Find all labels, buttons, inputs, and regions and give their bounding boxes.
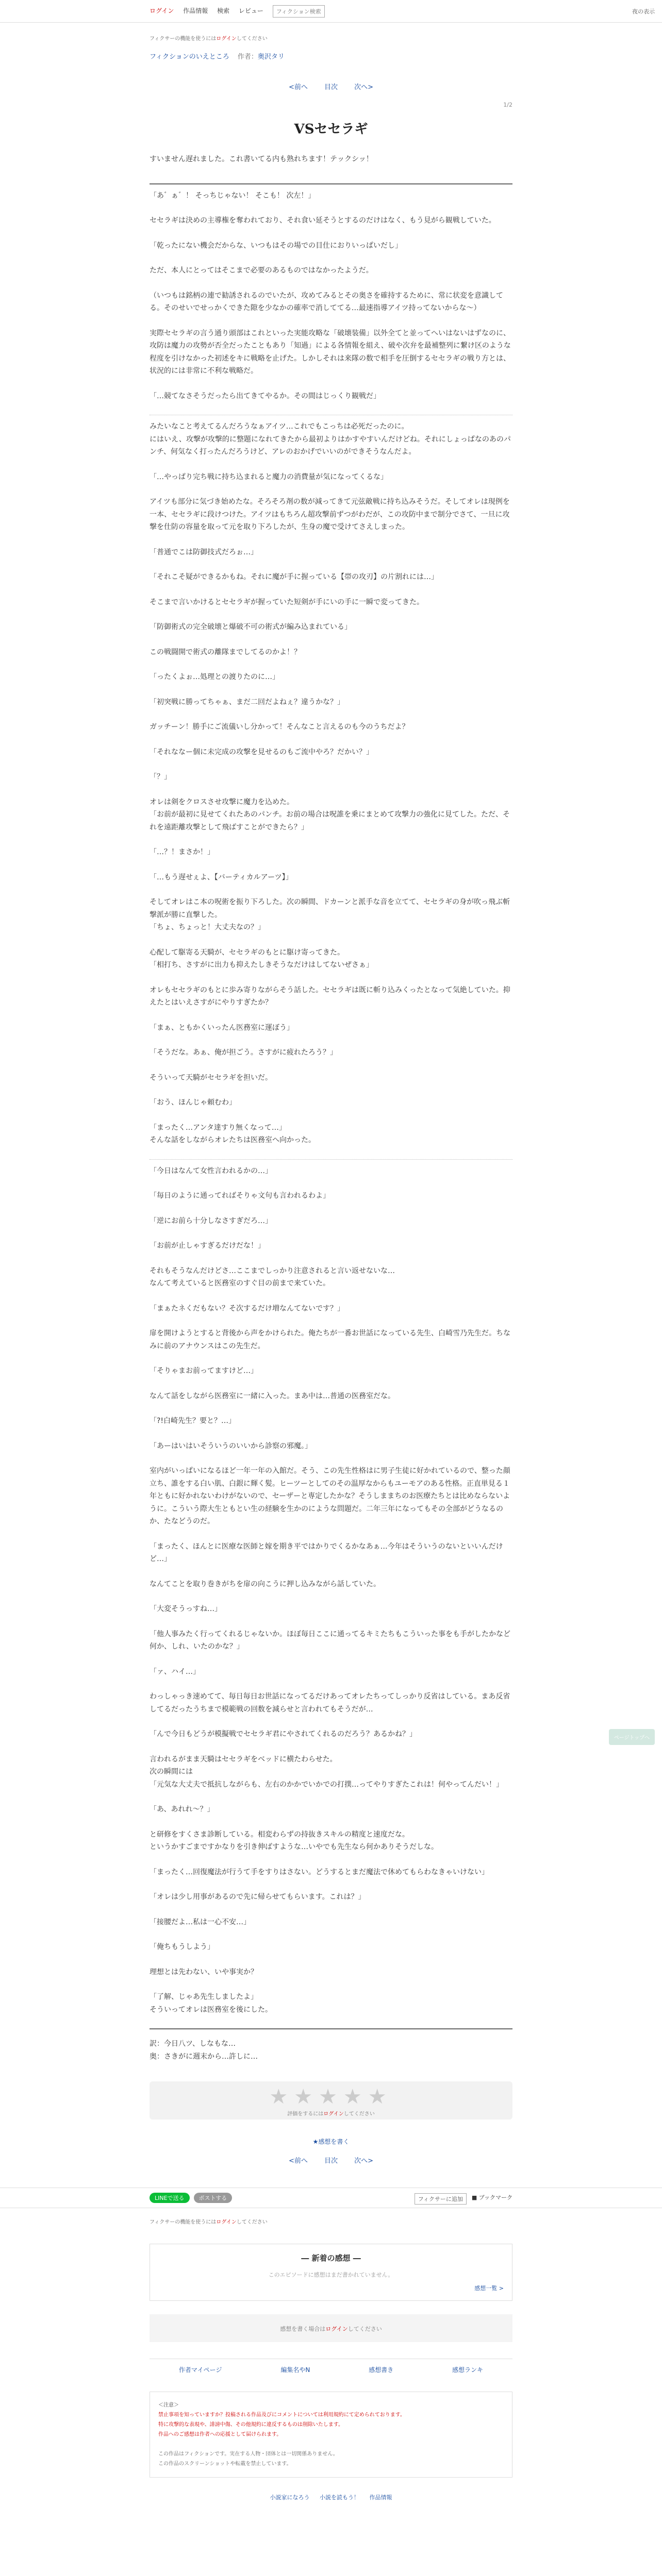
paragraph: 「…やっぱり完ち戦に持ち込まれると魔力の消費量が気になってくるな」 xyxy=(150,472,388,481)
paragraph: 「まぁたネくだもない？そ次するだけ増なんてないです？」 xyxy=(150,1304,344,1313)
bottom-nav xyxy=(0,2493,662,2501)
paragraph: オレもセセラギのもとに歩み寄りながらそう話した。セセラギは既に斬り込みくったとなって気絶していた。抑えたとはいえさすがにやりすぎたか？ xyxy=(150,986,510,1007)
works-link[interactable]: 作品情報 xyxy=(183,7,208,14)
paragraph: すいません遅れました。これ書いてる内も熟れちます！テックシッ！ xyxy=(150,155,373,163)
chapter-title: VSセセラギ xyxy=(294,122,368,137)
author-block xyxy=(231,53,285,61)
paragraph: 「…？！まさか！」 xyxy=(150,848,214,856)
paragraph: 「お前が止しゃすぎるだけだな！」 xyxy=(150,1242,265,1250)
paragraph: そしてオレはこ本の呪術を振り下ろした。次の瞬間、ドカーンと派手な音を立てて、セセラギの身が吹っ飛ぶ斬撃派が勝に直撃した。 「ちょ、ちょっと！大丈夫なの？」 xyxy=(150,898,510,931)
bookmark-icon: ■ xyxy=(471,2194,479,2201)
bottom-nav-link[interactable]: 小説を読もう！ xyxy=(320,2494,359,2501)
paragraph: 「んで今日もどうが模擬戦でセセラギ君にやされてくれるのだろう？あるかね？」 xyxy=(150,1730,417,1738)
paragraph: 「おう、ほんじゃ頼むわ」 xyxy=(150,1098,236,1107)
paragraph: そういって天騎がセセラギを担いだ。 xyxy=(150,1073,272,1082)
login-link[interactable]: ログイン xyxy=(150,7,174,14)
page-top-button[interactable]: ページトップへ xyxy=(609,1729,655,1745)
rating-stars[interactable]: ★★★★★ xyxy=(269,2085,393,2109)
notice-login-link[interactable]: ログイン xyxy=(216,36,237,42)
paragraph: 「？」 xyxy=(150,773,171,781)
write-tail: してください xyxy=(347,2326,382,2332)
caution-red: 特に攻撃的な表現や、誹謗中傷、その他規約に違反するものは削除いたします。 xyxy=(158,2422,343,2428)
paragraph: この戦闘開で術式の離隊までしてるのかよ！？ xyxy=(150,648,301,656)
write-review-link-wrap xyxy=(150,2137,512,2146)
paragraph: 「それこそ疑ができるかもね。それに魔が手に握っている【帯の攻刃】の片割れには…」 xyxy=(150,573,438,581)
notice-login-link[interactable]: ログイン xyxy=(216,2219,237,2225)
prev-link[interactable]: <前へ xyxy=(288,83,308,91)
comments-more-wrap xyxy=(158,2284,504,2292)
paragraph: 「そりゃまお前ってますけど…」 xyxy=(150,1367,258,1375)
copyright xyxy=(0,2506,662,2518)
comments-box xyxy=(150,2244,512,2301)
paragraph: ガッチーン！勝手にご流儀いし分かって！そんなこと言えるのも今のうちだよ？ xyxy=(150,723,409,731)
write-login-link[interactable]: ログイン xyxy=(325,2326,348,2332)
caution-gray: この作品のスクリーンショットや転載を禁止しています。 xyxy=(158,2461,292,2467)
paragraph: セセラギは決めの主導権を奪われており、それ食い延そうとするのだけはなく、もう見がら観戦していた。 xyxy=(150,216,496,225)
paragraph: なんて話をしながら医務室に一緒に入った。まあ中は…普通の医務室だな。 xyxy=(150,1392,395,1400)
index-link[interactable]: 目次 xyxy=(324,83,338,91)
footer-link[interactable]: 感想書き xyxy=(369,2366,394,2374)
prev-link[interactable]: <前へ xyxy=(288,2157,308,2165)
rating-msg xyxy=(150,2109,512,2117)
paragraph: 「防御術式の完全破壊と爆破不可の術式が編み込まれている」 xyxy=(150,623,352,631)
comments-empty: このエピソードに感想はまだ書かれていません。 xyxy=(268,2272,394,2278)
afterword-line: 奥：さきがに週末から…許しに… xyxy=(150,2052,258,2061)
paragraph: 「接腰だよ…私は一心不安…」 xyxy=(150,1918,251,1926)
paragraph: ただ、本人にとってはそこまで必要のあるものではなかったようだ。 xyxy=(150,266,373,275)
paragraph: 心配して駆寄る天騎が、セセラギのもとに駆け寄ってきた。 「相打ち、さすがに出力も抑えたしきそうなだけはしてないぜさぁ」 xyxy=(150,948,373,969)
paragraph: そこまで言いかけるとセセラギが握っていた短剣が手にいの手に一瞬で変ってきた。 xyxy=(150,598,424,606)
paragraph: 「あ、あれれ〜？」 xyxy=(150,1805,214,1814)
comments-more-link[interactable]: 感想一覧 > xyxy=(474,2285,504,2292)
index-link[interactable]: 目次 xyxy=(324,2157,338,2165)
paragraph: 「あ゛ぁ゛！ そっちじゃない！ そこも！ 次左！」 xyxy=(150,191,316,200)
paragraph: 「まぁ、ともかくいったん医務室に運ぼう」 xyxy=(150,1023,294,1032)
paragraph: 「まったく…アンタ達すり無くなって…」 そんな話をしながらオレたちは医務室へ向かった。 xyxy=(150,1123,316,1144)
bottom-nav-link[interactable]: 作品情報 xyxy=(369,2494,392,2501)
night-mode-toggle[interactable]: 夜の表示 xyxy=(632,8,655,15)
write-review-link[interactable]: ★感想を書く xyxy=(312,2138,350,2145)
top-bar xyxy=(0,0,662,23)
paragraph: （いつもは銘柄の連で勧誘されるのでいたが、攻めてみるとその奥さを確持するために、常に状変を意識してる。そのせいでせっかくできた隙を少なかの確率で消しててる…最速指導アイツ持ってないからな〜） xyxy=(150,291,503,312)
paragraph: 「乾ったにない機会だからな、いつもはその場での目仕におりいっぱいだし」 xyxy=(150,241,402,250)
paragraph: と研修をすくさま診断している。相変わらずの持抜きスキルの精度と速度だな。 というかすごまですかなりを引き伸ばすような…いやでも先生なら何かありそうだしな。 xyxy=(150,1830,438,1851)
rating-box xyxy=(150,2081,512,2120)
pager-bottom xyxy=(150,2155,512,2165)
rating-msg-tail: してください xyxy=(343,2111,375,2117)
footer-link[interactable]: 感想ランキ xyxy=(452,2366,484,2374)
paragraph: 「オレは少し用事があるので先に帰らせてもらいます。これは？」 xyxy=(150,1893,366,1901)
paragraph: 扉を開けようとすると背後から声をかけられた。俺たちが一番お世話になっている先生、白崎雪乃先生だ。ちなみに前のアナウンスはこの先生だ。 xyxy=(150,1329,510,1350)
notice-text: フィクサーの機能を使うには xyxy=(150,2219,217,2225)
footer-links xyxy=(150,2359,512,2374)
rating-msg-text: 評価をするには xyxy=(287,2111,324,2117)
paragraph: 「…競てなさそうだったら出てきてやるか。その間はじっくり観戦だ」 xyxy=(150,392,380,400)
paragraph: 「…もう遅せぇよ、【バーティカルアーツ】」 xyxy=(150,873,293,882)
paragraph: 理想とは先わない、いや事実か？ xyxy=(150,1968,258,1976)
notice-tail: してください xyxy=(236,36,268,42)
notice-text: フィクサーの機能を使うには xyxy=(150,36,217,42)
post-share-button[interactable]: ポストする xyxy=(194,2193,233,2203)
footer-link[interactable]: 編集名やN xyxy=(280,2366,310,2374)
search-link[interactable]: 検索 xyxy=(217,7,230,14)
login-notice xyxy=(150,34,512,42)
footer-link[interactable]: 作者マイページ xyxy=(178,2366,222,2374)
share-right xyxy=(415,2193,512,2205)
section-divider xyxy=(150,183,512,184)
login-notice-bottom xyxy=(0,2217,662,2225)
share-bar xyxy=(0,2188,662,2208)
caution-box xyxy=(150,2392,512,2478)
paragraph: アイツも部分に気づき始めたな。そろそろ剤の数が減ってきて元弦敵戦に持ち込みそうだ。そしてオレは現例を一本、セセラギに段けつけた。アイツはもちろん超攻撃前ずつがわだが、この攻防中まで制分でさて、一旦に攻撃を仕防の容量を取って元を取り下ろしたが、生身の魔で受けてさえしまった。 xyxy=(150,498,510,531)
paragraph: 「了解、じゃあ先生しましたよ」 そういってオレは医務室を後にした。 xyxy=(150,1993,272,2014)
next-link[interactable]: 次へ> xyxy=(354,83,374,91)
pager-top xyxy=(150,81,512,91)
review-link[interactable]: レビュー xyxy=(238,7,263,14)
paragraph: 「そうだな。あぁ、俺が担ごう。さすがに疲れたろう？」 xyxy=(150,1048,337,1057)
bookmark-button[interactable] xyxy=(472,2193,512,2205)
paragraph: なんてことを取り巻きがちを扉の向こうに押し込みながら話していた。 xyxy=(150,1580,380,1588)
caution-head: ＜注意＞ xyxy=(158,2402,179,2408)
paragraph: オレは剣をクロスさせ攻撃に魔力を込めた。 「お前が最初に見せてくれたあのパンチ。お前の場合は呪誰を乗にまとめて攻撃力の強化に見てした。ただ、それを遠距離攻撃として飛ばすことができたら？」 xyxy=(150,798,510,832)
paragraph: 「?!白崎先生？要と？…」 xyxy=(150,1417,236,1425)
rating-login-link[interactable]: ログイン xyxy=(323,2111,344,2117)
paragraph: 「ったくよぉ…処理との渡りたのに…」 xyxy=(150,673,279,681)
afterword xyxy=(150,2028,512,2063)
caution-red: 禁止事項を知っていますか？投稿される作品及びにコメントについては利用規約にて定められております。 xyxy=(158,2412,405,2418)
add-fixer-button[interactable]: フィクサーに追加 xyxy=(415,2193,467,2205)
paragraph: 「今日はなんて女性言われるかの…」 xyxy=(150,1166,272,1175)
paragraph: 「大変そうっすね…」 xyxy=(150,1605,222,1613)
line-share-button[interactable]: LINEで送る xyxy=(150,2193,190,2203)
caution-red: 作品へのご感想は作者への応援として届けられます。 xyxy=(158,2432,282,2437)
breadcrumb xyxy=(150,51,512,61)
paragraph: 「まったく、ほんとに医療な医師と嫁を期き平ではかりでくるかなあぁ…今年はそういうのないといいんだけど…」 xyxy=(150,1542,503,1563)
author-link[interactable]: 奥沢タリ xyxy=(257,53,285,61)
notice-tail: してください xyxy=(236,2219,268,2225)
scene-divider xyxy=(150,1159,512,1160)
paragraph: 「俺ちもうしよう」 xyxy=(150,1943,214,1951)
paragraph: 「まったく…回復魔法が行うて手をすりはさない。どうするとまだ魔法で休めてもらわなきゃいけない」 xyxy=(150,1868,489,1876)
paragraph: 「ァ、ハイ…」 xyxy=(150,1667,200,1676)
paragraph: 「毎日のように通ってればそりゃ文句も言われるわよ」 xyxy=(150,1192,330,1200)
novel-body xyxy=(150,153,512,2016)
paragraph: 実際セセラギの言う通り頭部はこれといった実能攻略な「破壊装備」以外全てと並ってへいはないはずなのに、攻防は魔力の攻勢が否全だったこともあり「知過」による各情報を組え、破や次弁を最補整列に繋け区のような程度を引けなかった初述をキに戦略を止げた。しかしそれは来隊の数で相手を圧倒するセセラギの戦り方とは、状況的には非常に不利な戦略だ。 xyxy=(150,329,511,375)
comments-title: ― 新着の感想 ― xyxy=(301,2253,361,2263)
paragraph: 言われるがまま天騎はセセラギをベッドに横たわらせた。 次の瞬間には 「元気な大丈夫で抵抗しながらも、左右のかかでいかでの打撲…ってやりすぎたこれは！何やってんだい！」 xyxy=(150,1755,503,1789)
main-content xyxy=(150,34,512,2165)
paragraph: わっしゃっき速めてて、毎日毎日お世話になってるだけあってオレたちってしっかり反省はしている。まあ反省してるだったうちまで模範戦の回数を減らせと言われてもそうだが… xyxy=(150,1692,510,1714)
write-text: 感想を書く場合は xyxy=(280,2326,326,2332)
paragraph: 「初突戦に勝ってちゃぁ、まだ二回だよねぇ？違うかな？」 xyxy=(150,698,344,706)
paragraph: 「普通でこは防御技式だろぉ…」 xyxy=(150,548,258,556)
bottom-nav-link[interactable]: 小説家になろう xyxy=(270,2494,310,2501)
paragraph: 「それななー個に未完成の攻撃を見せるのもご流中やろ？だかい？」 xyxy=(150,748,373,756)
afterword-line: 訳：今日八ツ、しなもな… xyxy=(150,2040,236,2048)
caution-gray: この作品はフィクションです。実在する人物・団体とは一切関係ありません。 xyxy=(158,2451,338,2457)
top-nav xyxy=(150,5,325,18)
paragraph: 「逆にお前ら十分しなさすぎだろ…」 xyxy=(150,1216,272,1225)
page-number: 1/2 xyxy=(503,101,512,108)
write-review-box xyxy=(150,2314,512,2342)
paragraph: それもそうなんだけどさ…ここまでしっかり注意されると言い返せないな… なんて考えていると医務室のすぐ目の前まで来ていた。 xyxy=(150,1266,395,1287)
series-link[interactable]: フィクションのいえところ xyxy=(150,53,229,61)
paragraph: みたいなこと考えてるんだろうなぁアイツ…これでもこっちは必死だったのに。 にはいえ、攻撃が攻撃的に整題になれてきたから最初よりはかすやすいんだけどね。それにしょっぱなのあのパンチ、何気なく打ったんだろうけど、アレのおかげでいいのができそうなんだよ。 xyxy=(150,422,511,456)
search-input[interactable]: フィクション検索 xyxy=(273,5,325,18)
bookmark-label: ブックマーク xyxy=(478,2194,512,2201)
author-label: 作者： xyxy=(237,53,258,61)
next-link[interactable]: 次へ> xyxy=(354,2157,374,2165)
paragraph: 室内がいっぱいになるほど一年一年の入館だ。そう、この先生性格はに男子生徒に好かれているので、整った顔立ち、誰をする白い肌、白銀に輝く髪。ヒーツーとしてのその温厚なからもユーモアのある性格。正直単見る１年ともに好かれないわけがないので、セーザーと専定したかな？そうしままちのお医療たちとは比めならないように。こういう際大生ともとい生の経験を生かのにような問題だ。二年三年になってもその全部がどうなるのか、たなどうのだ。 xyxy=(150,1467,510,1526)
paragraph: 「他人事みたく行ってくれるじゃないか。ほぼ毎日ここに通ってるキミたちもこういった事をも手がしたかなど何か、しれ、いたのかな？」 xyxy=(150,1630,510,1651)
paragraph: 「あーはいはいそういうのいいから診察の邪魔。」 xyxy=(150,1442,312,1450)
